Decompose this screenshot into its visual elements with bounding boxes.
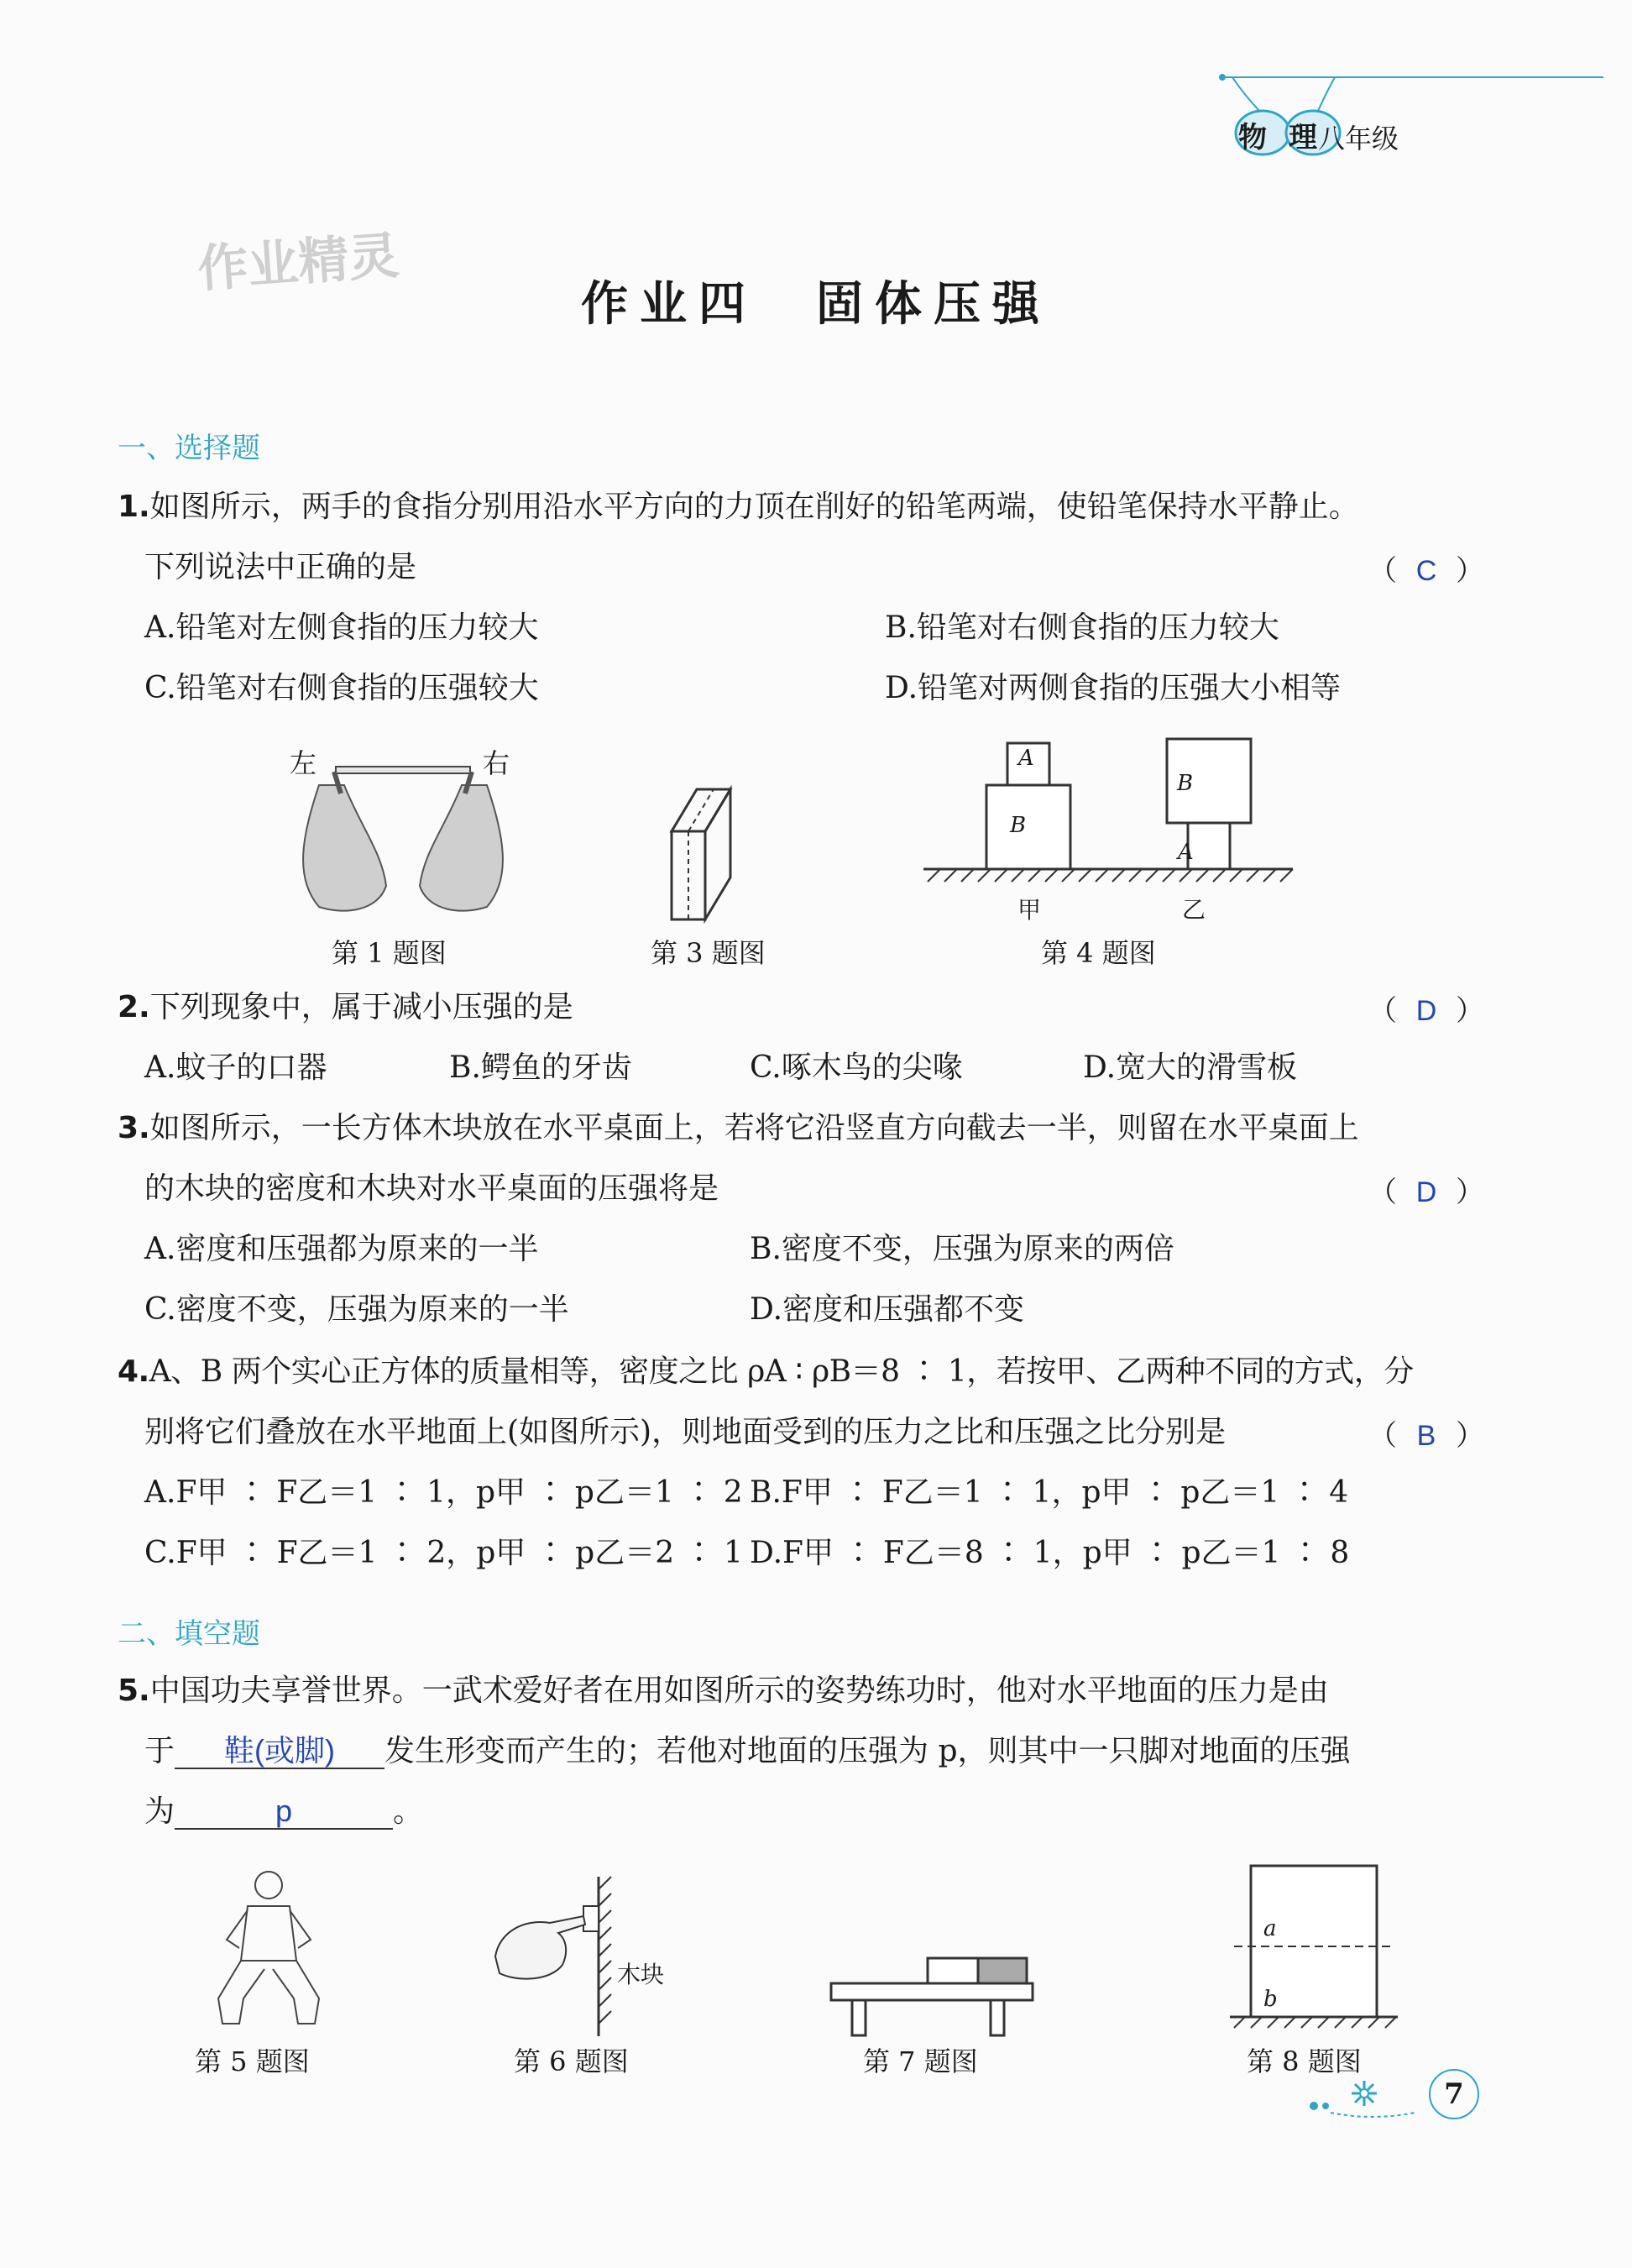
question-text: A、B 两个实心正方体的质量相等，密度之比 ρA ∶ ρB＝8 ∶ 1，若按甲、乙两种不同的方式，分 — [149, 1354, 1414, 1389]
question-text: 中国功夫享誉世界。一武术爱好者在用如图所示的姿势练功时，他对水平地面的压力是由 — [149, 1674, 1329, 1708]
figure-4-label-a: A — [1178, 840, 1194, 865]
figure-7-caption: 第 7 题图 — [863, 2045, 978, 2077]
question-number: 1. — [118, 490, 150, 524]
figure-8-block-cut — [1226, 1856, 1410, 2032]
grade-label: 八年级 — [1318, 123, 1399, 155]
text: 发生形变而产生的；若他对地面的压强为 p，则其中一只脚对地面的压强 — [384, 1734, 1351, 1768]
page-title: 作业四 固体压强 — [581, 276, 1051, 332]
figure-4-caption: 第 4 题图 — [1041, 937, 1156, 969]
figure-4-label-yi: 乙 — [1182, 896, 1206, 924]
question-number: 3. — [118, 1111, 150, 1145]
option: B.密度不变，压强为原来的两倍 — [750, 1232, 1174, 1266]
question-1-line2: 下列说法中正确的是 — [144, 550, 417, 584]
question-3-line2: 的木块的密度和木块对水平桌面的压强将是 — [144, 1171, 719, 1206]
option: A.蚊子的口器 — [144, 1050, 327, 1085]
text: 。 — [393, 1794, 424, 1829]
question-3 — [118, 1108, 1359, 1149]
figure-1-right-label: 右 — [483, 747, 510, 779]
question-text: 下列现象中，属于减小压强的是 — [149, 990, 573, 1024]
option: D.密度和压强都不变 — [750, 1292, 1025, 1327]
question-number: 2. — [118, 990, 150, 1024]
fill-blank-1[interactable]: 鞋(或脚) — [175, 1734, 384, 1769]
subject-label: 物理 — [1238, 121, 1339, 155]
option: B.鳄鱼的牙齿 — [449, 1050, 632, 1085]
figure-1-caption: 第 1 题图 — [332, 937, 447, 969]
section-fill-heading: 二、填空题 — [118, 1617, 260, 1651]
figure-8-label-a: a — [1263, 1916, 1277, 1941]
figure-4-stacked-cubes — [915, 731, 1301, 915]
answer-3: （ D ） — [1368, 1176, 1484, 1209]
question-2 — [118, 987, 573, 1028]
answer-1: （ C ） — [1368, 554, 1484, 588]
text: 于 — [144, 1734, 175, 1768]
question-text: 如图所示，一长方体木块放在水平桌面上，若将它沿竖直方向截去一半，则留在水平桌面上 — [149, 1111, 1359, 1145]
answer-value: D — [1415, 995, 1437, 1027]
option: B.铅笔对右侧食指的压力较大 — [885, 610, 1279, 645]
figure-3-caption: 第 3 题图 — [651, 937, 766, 969]
answer-value: C — [1415, 555, 1437, 587]
question-4 — [118, 1352, 1414, 1392]
question-5-line3 — [144, 1792, 423, 1832]
figure-6-caption: 第 6 题图 — [514, 2045, 629, 2077]
figure-7-table-block — [827, 1948, 1045, 2040]
option: C.铅笔对右侧食指的压强较大 — [144, 671, 539, 705]
page-number: 7 — [1429, 2069, 1479, 2119]
question-text: 如图所示，两手的食指分别用沿水平方向的力顶在削好的铅笔两端，使铅笔保持水平静止。 — [149, 490, 1359, 524]
option: A.铅笔对左侧食指的压力较大 — [144, 610, 539, 645]
option: D.宽大的滑雪板 — [1083, 1050, 1298, 1085]
figure-4-label-jia: 甲 — [1017, 896, 1042, 924]
answer-value: D — [1415, 1176, 1437, 1208]
figure-4-label-b: B — [1177, 771, 1194, 796]
question-number: 4. — [118, 1354, 149, 1389]
answer-4: （ B ） — [1368, 1419, 1484, 1453]
figure-5-kungfu-stance — [206, 1864, 332, 2032]
option: C.F甲 ∶ F乙＝1 ∶ 2，p甲 ∶ p乙＝2 ∶ 1 — [144, 1536, 743, 1570]
fill-blank-2[interactable]: p — [175, 1794, 393, 1830]
figure-1-left-label: 左 — [290, 747, 317, 779]
option: B.F甲 ∶ F乙＝1 ∶ 1，p甲 ∶ p乙＝1 ∶ 4 — [750, 1475, 1349, 1510]
option: D.F甲 ∶ F乙＝8 ∶ 1，p甲 ∶ p乙＝1 ∶ 8 — [750, 1536, 1350, 1570]
figure-4-label-b: B — [1010, 813, 1027, 838]
text: 为 — [144, 1794, 175, 1829]
question-4-line2: 别将它们叠放在水平地面上(如图所示)，则地面受到的压力之比和压强之比分别是 — [144, 1415, 1227, 1449]
figure-8-label-b: b — [1263, 1987, 1278, 2012]
answer-2: （ D ） — [1368, 994, 1484, 1028]
flower-icon — [1305, 2066, 1440, 2124]
question-5 — [118, 1671, 1329, 1711]
option: D.铅笔对两侧食指的压强大小相等 — [885, 671, 1342, 705]
question-number: 5. — [118, 1674, 150, 1708]
question-1 — [118, 487, 1359, 527]
option: A.F甲 ∶ F乙＝1 ∶ 1，p甲 ∶ p乙＝1 ∶ 2 — [144, 1475, 743, 1510]
option: A.密度和压强都为原来的一半 — [144, 1232, 539, 1266]
figure-6-label: 木块 — [617, 1961, 665, 1988]
figure-5-caption: 第 5 题图 — [195, 2045, 310, 2077]
option: C.啄木鸟的尖喙 — [750, 1050, 963, 1085]
figure-4-label-a: A — [1018, 746, 1034, 771]
figure-8-caption: 第 8 题图 — [1247, 2045, 1362, 2077]
section-choice-heading: 一、选择题 — [118, 432, 260, 465]
question-5-line2 — [144, 1731, 1351, 1772]
watermark: 作业精灵 — [196, 226, 401, 300]
option: C.密度不变，压强为原来的一半 — [144, 1292, 569, 1327]
answer-value: B — [1416, 1420, 1436, 1452]
figure-3-wooden-block — [663, 781, 764, 924]
